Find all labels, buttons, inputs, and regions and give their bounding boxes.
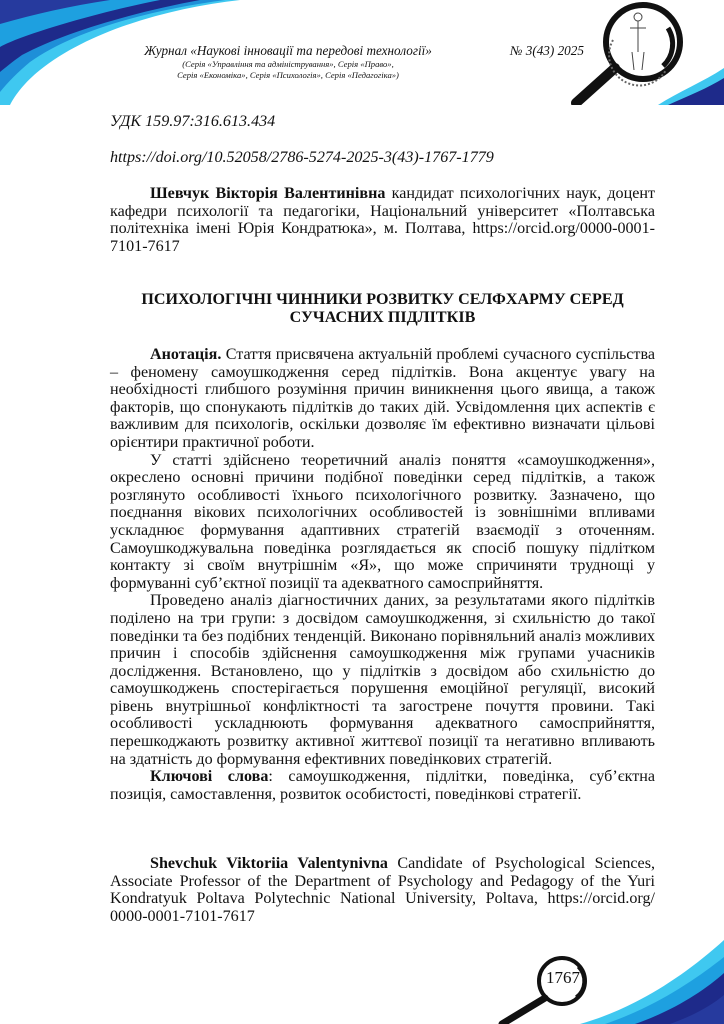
author-en-affiliation: Candidate of Psychological Sciences, Associate Professor of the Department of Psychology and Pedagogy of the Yuri Kondratyuk Poltava Polytechnic National University, Poltava, https://orcid.org/ 0000-0001-7101-7617 bbox=[110, 855, 655, 925]
keywords-text: : самоушкодження, підлітки, поведінка, суб’єктна позиція, самоставлення, розвиток особистості, поведінкові стратегії. bbox=[110, 768, 655, 803]
issue-number: № 3(43) 2025 bbox=[510, 43, 584, 58]
journal-series-line: Серія «Економіка», Серія «Психологія», Серія «Педагогіка») bbox=[177, 69, 399, 80]
journal-title: Журнал «Наукові інновації та передові технології» bbox=[144, 43, 432, 58]
author-ua-affiliation: кандидат психологічних наук, доцент кафедри психології та педагогіки, Національний університет «Полтавська політехніка імені Юрія Кондратюка», м. Полтава, https://orcid.org/0000-0001-7101-7617 bbox=[110, 185, 655, 255]
abstract-paragraph-2: У статті здійснено теоретичний аналіз поняття «самоушкодження», окреслено основні причини подібної поведінки серед підлітків, а також розглянуто особливості їхнього психологічного розвитку. Зазначено, що поєднання вікових психологічних особливостей із зовнішніми впливами ускладнює формування адаптивних стратегій взаємодії з оточенням. Самоушкоджувальна поведінка розглядається як спосіб пошуку підлітком контакту зі своїм внутрішнім «Я», що може спричиняти труднощі у формуванні суб’єктної позиції та адекватного самосприйняття. bbox=[110, 451, 655, 592]
page-number: 1767 bbox=[546, 968, 580, 987]
author-en-block bbox=[110, 855, 655, 925]
abstract-paragraph-3: Проведено аналіз діагностичних даних, за результатами якого підлітків поділено на три групи: з досвідом самоушкодження, зі схильністю до такої поведінки та без подібних тенденцій. Виконано порівняльний аналіз можливих причин і способів здійснення самоушкодження між групами учасників дослідження. Встановлено, що у підлітків з досвідом або схильністю до самоушкоджень спостерігається порушення емоційної регуляції, високий рівень внутрішньої конфліктності та загострене почуття провини. Такі особливості ускладнюють формування адекватного самосприйняття, перешкоджають розвитку активної життєвої позиції та негативно впливають на здатність до формування ефективних поведінкових стратегій. bbox=[110, 592, 655, 768]
magnifier-logo-icon bbox=[568, 0, 724, 105]
keywords-label: Ключові слова bbox=[150, 768, 269, 786]
author-ua-block bbox=[110, 185, 655, 255]
journal-series-line: (Серія «Управління та адміністрування», Серія «Право», bbox=[182, 59, 394, 69]
abstract-text: Стаття присвячена актуальній проблемі сучасного суспільства – феномену самоушкодження серед підлітків. Вона акцентує увагу на необхідності глибшого розуміння причин виникнення цього явища, а також факторів, що спонукають підлітків до таких дій. Усвідомлення цих аспектів є важливим для психологів, оскільки дозволяє їм ефективно визначати цільові орієнтири практичної роботи. bbox=[110, 346, 655, 451]
author-ua-name: Шевчук Вікторія Валентинівна bbox=[150, 185, 386, 202]
keywords-paragraph bbox=[110, 768, 655, 803]
author-en-name: Shevchuk Viktoriia Valentynivna bbox=[150, 855, 388, 872]
abstract-section bbox=[110, 346, 655, 803]
udk-code: УДК 159.97:316.613.434 bbox=[110, 113, 276, 130]
article-title-line: СУЧАСНИХ ПІДЛІТКІВ bbox=[289, 308, 476, 326]
journal-header bbox=[118, 43, 458, 80]
page-magnifier-icon bbox=[490, 955, 600, 1024]
abstract-paragraph-1 bbox=[110, 346, 655, 452]
doi-link[interactable]: https://doi.org/10.52058/2786-5274-2025-3(43)-1767-1779 bbox=[110, 149, 494, 166]
article-title bbox=[110, 291, 655, 326]
abstract-label: Анотація. bbox=[150, 346, 222, 363]
article-title-line: ПСИХОЛОГІЧНІ ЧИННИКИ РОЗВИТКУ СЕЛФХАРМУ СЕРЕД bbox=[141, 291, 624, 308]
